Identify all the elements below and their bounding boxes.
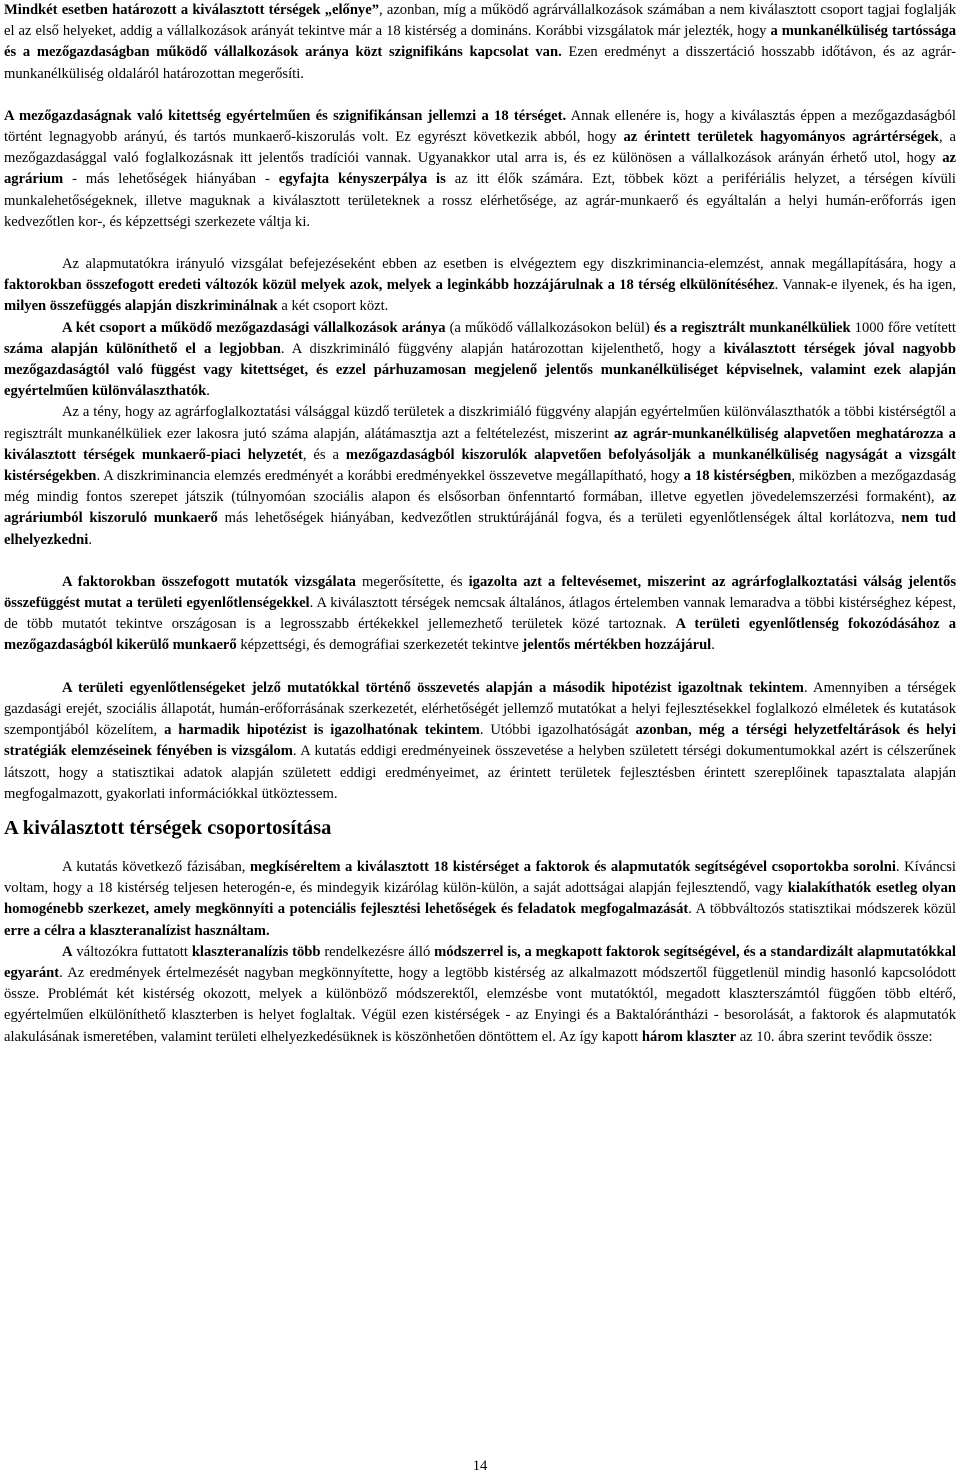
- bold-text-run: azonban, még a térségi helyzetfeltárások és helyi stratégiák elemzéseinek fényében is vizsgálom: [4, 722, 956, 760]
- paragraph: [4, 942, 956, 1048]
- bold-text-run: az agrárium: [4, 150, 956, 188]
- text-run: , miközben a mezőgazdaság még mindig fontos szerepet játszik (túlnyomóan szociális alapon és elsősorban önfenntartó formában, illetve egyetlen jövedelemszerzési formaként),: [4, 468, 956, 506]
- bold-text-run: a harmadik hipotézist is igazolhatónak tekintem: [164, 722, 480, 739]
- text-run: .: [711, 637, 715, 654]
- text-run: (a működő vállalkozásokon belül): [445, 319, 654, 336]
- paragraph: [4, 0, 956, 85]
- bold-text-run: Mindkét esetben határozott a kiválasztott térségek „előnye”: [4, 2, 380, 18]
- bold-text-run: klaszteranalízis több: [191, 943, 321, 960]
- text-run: Annak ellenére is, hogy a kiválasztás éppen a mezőgazdaságból történt legnagyobb arányú, és tartós munkaerő-kiszorulás volt. Ez egyrészt következik abból, hogy: [4, 107, 956, 146]
- bold-text-run: kialakíthatók esetleg olyan homogénebb szerkezet, amely megkönnyíti a potenciális fejlesztési lehetőségek és feladatok megfogalmazását: [4, 880, 956, 918]
- text-run: . Vannak-e ilyenek, és ha igen,: [774, 277, 956, 294]
- text-run: . A kutatás eddigi eredményeinek összevetése a helyben született térségi dokumentumokkal azért is célszerűnek látszott, hogy a statisztikai adatok alapján született eddigi eredményeimet, az érintett területek fejlesztésben érintett szereplőinek tapasztalata alapján megfogalmazott, gyakorlati információkkal ütköztessem.: [4, 743, 956, 802]
- paragraph: [4, 572, 956, 657]
- bold-text-run: erre a célra a klaszteranalízist használtam.: [4, 922, 270, 939]
- text-run: változókra futtatott: [72, 943, 192, 960]
- text-run: . A kiválasztott térségek nemcsak általános, átlagos értelemben vannak lemaradva a többi kistérséghez képest, de több mutatót tekintve országosan is a legrosszabb értékekkel jellemezhető területek közé tartoznak.: [4, 595, 956, 633]
- bold-text-run: A mezőgazdaságnak való kitettség egyértelműen és szignifikánsan jellemzi a 18 térséget.: [4, 107, 567, 124]
- paragraph: [4, 402, 956, 550]
- bold-text-run: A területi egyenlőtlenségeket jelző mutatókkal történő összevetés alapján a második hipotézist igazoltnak tekintem: [62, 679, 804, 696]
- bold-text-run: és a regisztrált munkanélküliek: [653, 319, 851, 336]
- bold-text-run: módszerrel is, a megkapott faktorok segítségével, és a standardizált alapmutatókkal egyaránt: [4, 943, 956, 981]
- bold-text-run: egyfajta kényszerpálya is: [278, 171, 446, 188]
- paragraph: [4, 318, 956, 403]
- bold-text-run: A faktorokban összefogott mutatók vizsgálata: [62, 573, 356, 590]
- section-heading: A kiválasztott térségek csoportosítása: [4, 816, 332, 839]
- text-run: Az a tény, hogy az agrárfoglalkoztatási válsággal küzdő területek a diszkrimiáló függvény alapján egyértelműen különválaszthatók a többi kistérségtől a regisztrált munkanélküliek ezer lakosra jutó száma alapján, alátámasztja azt a feltételezést, miszerint: [4, 404, 956, 442]
- bold-text-run: az agrár-munkanélküliség alapvetően meghatározza a kiválasztott térségek munkaerő-piaci helyzetét: [4, 425, 956, 463]
- text-run: 1000 főre vetített: [850, 319, 956, 336]
- bold-text-run: kiválasztott térségek jóval nagyobb mezőgazdaságtól való függést vagy kitettséget, és ezzel párhuzamosan megjelenő jelentős munkanélküliséget képviselnek, valamint ezek alapján egyértelműen különválaszthatók: [4, 340, 956, 400]
- text-run: megerősítette, és: [355, 573, 469, 590]
- bold-text-run: A: [62, 943, 73, 960]
- text-run: rendelkezésre álló: [320, 943, 435, 960]
- page-number: 14: [472, 1458, 488, 1474]
- bold-text-run: igazolta azt a feltevésemet, miszerint az agrárfoglalkoztatási válság jelentős összefüggést mutat a területi egyenlőtlenségekkel: [4, 573, 957, 612]
- text-run: . Utóbbi igazolhatóságát: [479, 722, 636, 739]
- text-run: más lehetőségek hiányában, kedvezőtlen struktúrájánál fogva, és a területi egyenlőtlenségek által korlátozva,: [217, 510, 902, 527]
- text-run: A kutatás következő fázisában,: [62, 858, 250, 875]
- text-run: képzettségi, és demográfiai szerkezetét tekintve: [236, 637, 523, 654]
- bold-text-run: nem tud elhelyezkedni: [4, 510, 956, 548]
- text-run: . A diszkrimináló függvény alapján határozottan kijelenthető, hogy a: [280, 340, 724, 357]
- paragraph-gap: [4, 85, 956, 106]
- text-run: . Amennyiben a térségek gazdasági erejét, szociális állapotát, humán-erőforrásának szerkezetét, elérhetőségét jellemző mutatókat a helyi fejlesztésekkel foglalkozó elméletek és kutatások szempontjából közelítem,: [4, 679, 956, 739]
- body-text-section: [4, 857, 956, 1048]
- bold-text-run: faktorokban összefogott eredeti változók közül melyek azok, melyek a leginkább hozzájárulnak a 18 térség elkülönítéséhez: [4, 277, 775, 294]
- bold-text-run: három klaszter: [641, 1028, 737, 1045]
- text-run: a két csoport közt.: [277, 298, 389, 315]
- body-text: [4, 0, 956, 805]
- bold-text-run: jelentős mértékben hozzájárul: [522, 637, 712, 654]
- bold-text-run: a 18 kistérségben: [683, 468, 792, 485]
- text-run: .: [206, 383, 210, 400]
- text-run: az 10. ábra szerint tevődik össze:: [736, 1028, 933, 1045]
- text-run: , és a: [302, 446, 346, 463]
- text-run: Az alapmutatókra irányuló vizsgálat befejezéseként ebben az esetben is elvégeztem egy diszkriminancia-elemzést, annak megállapítására, hogy a: [62, 256, 956, 273]
- paragraph: [4, 254, 956, 318]
- paragraph: [4, 857, 956, 942]
- text-run: .: [88, 531, 92, 548]
- bold-text-run: megkíséreltem a kiválasztott 18 kistérséget a faktorok és alapmutatók segítségével csoportokba sorolni: [250, 858, 896, 875]
- paragraph-gap: [4, 657, 956, 678]
- text-run: . Kíváncsi voltam, hogy a 18 kistérség teljesen heterogén-e, és mindegyik kizárólag külön-külön, a saját adottságai alapján fejlesztendő, vagy: [4, 858, 956, 897]
- bold-text-run: az agráriumból kiszoruló munkaerő: [4, 489, 956, 527]
- bold-text-run: A területi egyenlőtlenség fokozódásához a mezőgazdaságból kikerülő munkaerő: [4, 616, 956, 654]
- bold-text-run: a munkanélküliség tartóssága és a mezőgazdaságban működő vállalkozások aránya közt szignifikáns kapcsolat van.: [4, 23, 956, 61]
- bold-text-run: mezőgazdaságból kiszorulók alapvetően befolyásolják a munkanélküliség nagyságát a vizsgált kistérségekben: [4, 446, 957, 485]
- text-run: . A többváltozós statisztikai módszerek közül: [688, 901, 956, 918]
- text-run: , a mezőgazdasággal való foglalkozásnak itt jelentős tradíciói vannak. Ugyanakkor utal arra is, és ez különösen a vállalkozások arányán érhető utol, hogy: [4, 129, 957, 167]
- bold-text-run: A két csoport a működő mezőgazdasági vállalkozások aránya: [62, 319, 446, 336]
- bold-text-run: milyen összefüggés alapján diszkriminálnak: [4, 298, 278, 315]
- paragraph: [4, 678, 956, 805]
- paragraph-gap: [4, 551, 956, 572]
- text-run: az itt élők számára. Ezt, többek közt a perifériális helyzet, a térségen kívüli munkalehetőségeknek, illetve maguknak a kiválasztott területeknek a rossz elérhetősége, az agrár-munkaerő és egyáltalán a helyi humán-erőforrás igen kedvezőtlen kor-, és képzettségi szerkezete váltja ki.: [4, 171, 956, 230]
- bold-text-run: az érintett területek hagyományos agrártérségek: [623, 129, 939, 146]
- text-run: , azonban, míg a működő agrárvállalkozások számában a nem kiválasztott csoport tagjai foglalják el az első helyeket, addig a vállalkozások arányát tekintve már a 18 kistérség a domináns. Korábbi vizsgálatok már jelezték, hogy: [4, 2, 956, 40]
- paragraph-gap: [4, 233, 956, 254]
- text-run: - más lehetőségek hiányában -: [63, 171, 279, 188]
- text-run: Ezen eredményt a disszertáció hosszabb időtávon, és az agrár-munkanélküliség oldaláról határozottan megerősíti.: [4, 44, 957, 82]
- paragraph: [4, 106, 956, 233]
- text-run: . Az eredmények értelmezését nagyban megkönnyítette, hogy a legtöbb kistérség az alkalmazott módszertől függetlenül mindig hasonló kapcsolódott össze. Problémát két kistérség okozott, melyek a különböző módszerektől, elemzésbe vont mutatóktól, megadott klaszterszámtól függően több eltérő, egyértelműen elkülöníthető klaszterben is helyet foglaltak. Végül ezen kistérségek - az Enyingi és a Baktalórántházi - besorolását, a faktorok és alapmutatók alakulásának ismeretében, valamint területi elhelyezkedésüknek is köszönhetően döntöttem el. Az így kapott: [4, 964, 956, 1045]
- text-run: . A diszkriminancia elemzés eredményét a korábbi eredményekkel összevetve megállapítható, hogy: [96, 468, 684, 485]
- bold-text-run: száma alapján különíthető el a legjobban: [4, 340, 281, 357]
